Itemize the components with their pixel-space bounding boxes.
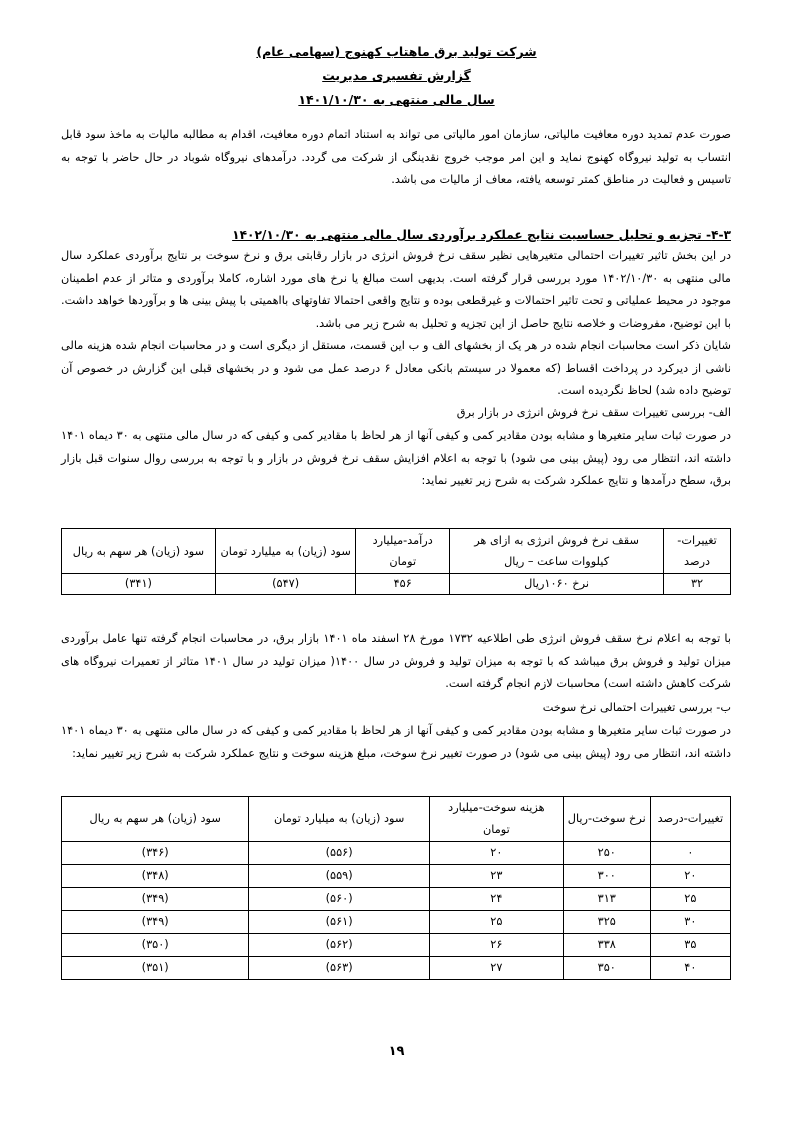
table-cell: (۵۵۶) (249, 842, 430, 865)
table-row (62, 934, 731, 957)
table-header-row (62, 529, 731, 574)
report-period: سال مالی منتهی به ۱۴۰۱/۱۰/۳۰ (298, 92, 495, 107)
table-cell: ۳۰۰ (563, 865, 650, 888)
table-header-cell: سود (زیان) به میلیارد تومان (249, 797, 430, 842)
table-cell: ۲۴ (429, 888, 563, 911)
table-header-cell: تغییرات- درصد (664, 529, 731, 574)
part-b-paragraph: در صورت ثبات سایر متغیرها و مشابه بودن مقادیر کمی و کیفی آنها از هر لحاظ با مقادیر کمی و کیفی که در سال مالی منتهی به ۳۰ دیماه ۱۴۰۱ داشته اند، انتظار می رود (پیش بینی می شود) در صورت تغییر نرخ سوخت، مبلغ هزینه سوخت و نتایج عملکرد شرکت به شرح زیر تغییر نماید: (61, 724, 732, 760)
table-cell: (۵۶۰) (249, 888, 430, 911)
table-cell: ۳۵۰ (563, 957, 650, 980)
table-cell: ۴۰ (650, 957, 730, 980)
table-cell: (۳۴۸) (62, 865, 249, 888)
table-cell: ۳۱۳ (563, 888, 650, 911)
table-header-cell: سود (زیان) هر سهم به ریال (62, 797, 249, 842)
table-cell: ۳۳۸ (563, 934, 650, 957)
table-header-cell: تغییرات-درصد (650, 797, 730, 842)
after-table1-paragraph: با توجه به اعلام نرخ سقف فروش انرژی طی اطلاعیه ۱۷۳۲ مورخ ۲۸ اسفند ماه ۱۴۰۱ بازار برق، در محاسبات انجام گرفته تنها عامل برآوردی میزان تولید و فروش برق میباشد که با توجه به میزان تولید و فروش در سال ۱۴۰۰( میزان تولید در سال ۱۴۰۱ متاثر از تعمیرات نیروگاه های شرکت کاهش داشته است) محاسبات لازم انجام گرفته است. (61, 632, 732, 690)
report-title: گزارش تفسیری مدیریت (322, 68, 471, 83)
table-header-cell: درآمد-میلیارد تومان (356, 529, 450, 574)
table-cell: (۳۴۹) (62, 888, 249, 911)
table-cell: (۳۴۱) (62, 574, 216, 595)
table-cell: (۳۴۶) (62, 842, 249, 865)
section-heading: ۴-۳- تجزیه و تحلیل حساسیت نتایج عملکرد برآوردی سال مالی منتهی به ۱۴۰۲/۱۰/۳۰ (232, 228, 731, 242)
table-header-cell: هزینه سوخت-میلیارد تومان (429, 797, 563, 842)
section-paragraph-2: شایان ذکر است محاسبات انجام شده در هر یک از بخشهای الف و ب این قسمت، مستقل از دیگری است و در محاسبات انجام شده هزینه مالی ناشی از دیرکرد در پرداخت اقساط (که معمولا در سیستم بانکی معادل ۶ درصد عمل می شود و در بخشهای قبلی این گزارش در خصوص آن توضیح داده شد) لحاظ نگردیده است. (61, 339, 731, 397)
table-cell: ۳۲ (664, 574, 731, 595)
part-a-paragraph: در صورت ثبات سایر متغیرها و مشابه بودن مقادیر کمی و کیفی آنها از هر لحاظ با مقادیر کمی و کیفی که در سال مالی منتهی به ۳۰ دیماه ۱۴۰۱ داشته اند، انتظار می رود (پیش بینی می شود) با توجه به اعلام افزایش سقف نرخ فروش در بازار و با توجه به بررسی روال سنوات قبل بازار برق، سطح درآمدها و نتایج عملکرد شرکت به شرح زیر تغییر نماید: (61, 429, 732, 487)
company-name: شرکت تولید برق ماهتاب کهنوج (سهامی عام) (256, 44, 537, 59)
table-cell: ۲۷ (429, 957, 563, 980)
table-cell: ۲۵۰ (563, 842, 650, 865)
section-paragraph-1: در این بخش تاثیر تغییرات احتمالی متغیرهایی نظیر سقف نرخ فروش انرژی در بازار رقابتی برق و نرخ سوخت بر نتایج برآوردی عملکرد سال مالی منتهی به ۱۴۰۲/۱۰/۳۰ مورد بررسی قرار گرفته است. بدیهی است مبالغ یا نرخ های مورد اشاره، کاملا برآوردی و متاثر از عدم اطمینان موجود در محیط عملیاتی و تحت تاثیر احتمالات و غیرقطعی بوده و نتایج واقعی احتمالا تفاوتهای بااهمیتی با پیش بینی ها و برآوردها خواهد داشت. با این توضیح، مفروضات و خلاصه نتایج حاصل از این تجزیه و تحلیل به شرح زیر می باشد. (61, 249, 731, 330)
table-cell: (۳۵۱) (62, 957, 249, 980)
table-header-cell: سقف نرخ فروش انرژی به ازای هر کیلووات ساعت – ریال (450, 529, 664, 574)
table-cell: (۳۴۹) (62, 911, 249, 934)
table-cell: ۲۵ (650, 888, 730, 911)
table-cell: ۲۰ (650, 865, 730, 888)
table-row (62, 957, 731, 980)
table-header-cell: نرخ سوخت-ریال (563, 797, 650, 842)
table-row (62, 865, 731, 888)
table-cell: ۲۶ (429, 934, 563, 957)
table-cell: (۵۶۲) (249, 934, 430, 957)
part-b-title: ب- بررسی تغییرات احتمالی نرخ سوخت (542, 701, 731, 714)
table-header-cell: سود (زیان) به میلیارد تومان (215, 529, 355, 574)
table-cell: (۳۵۰) (62, 934, 249, 957)
page-number: ۱۹ (388, 1044, 405, 1059)
table-row (62, 842, 731, 865)
table-cell: ۳۰ (650, 911, 730, 934)
intro-paragraph: صورت عدم تمدید دوره معافیت مالیاتی، سازمان امور مالیاتی می تواند به استناد اتمام دوره معافیت، اقدام به مطالبه مالیات به ماخذ سود قابل انتساب به تولید نیروگاه کهنوج نماید و این امر موجب خروج نقدینگی از شرکت می گردد. درآمدهای نیروگاه شوباد در حال حاضر با توجه به تاسیس و فعالیت در مناطق کمتر توسعه یافته، معاف از مالیات می باشد. (61, 128, 731, 186)
table-header-cell: سود (زیان) هر سهم به ریال (62, 529, 216, 574)
table-row (62, 911, 731, 934)
revenue-sensitivity-table (61, 528, 731, 595)
table-row (62, 888, 731, 911)
table-cell: ۲۳ (429, 865, 563, 888)
part-a-title: الف- بررسی تغییرات سقف نرخ فروش انرژی در بازار برق (456, 406, 731, 419)
table-cell: ۲۵ (429, 911, 563, 934)
table-cell: (۵۶۱) (249, 911, 430, 934)
table-cell: (۵۵۹) (249, 865, 430, 888)
table-cell: ۲۰ (429, 842, 563, 865)
table-cell: نرخ ۱۰۶۰ریال (450, 574, 664, 595)
table-row (62, 574, 731, 595)
table-cell: ۳۵ (650, 934, 730, 957)
report-header (0, 40, 793, 112)
table-cell: (۵۴۷) (215, 574, 355, 595)
fuel-sensitivity-table (61, 796, 731, 980)
table-cell: ۰ (650, 842, 730, 865)
table-cell: ۴۵۶ (356, 574, 450, 595)
table-cell: ۳۲۵ (563, 911, 650, 934)
table-header-row (62, 797, 731, 842)
table-cell: (۵۶۳) (249, 957, 430, 980)
